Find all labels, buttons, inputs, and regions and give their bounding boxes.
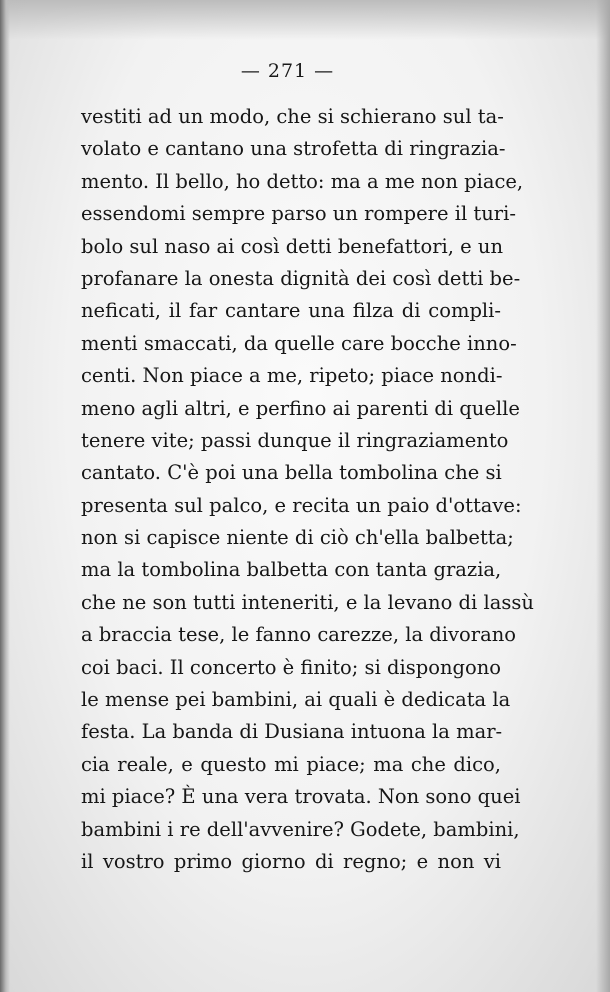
- text-line: coi baci. Il concerto è finito; si dispongono: [81, 655, 502, 679]
- text-line: volato e cantano una strofetta di ringrazia-: [81, 137, 506, 161]
- text-line: menti smaccati, da quelle care bocche inno-: [81, 331, 517, 355]
- text-line: bolo sul naso ai così detti benefattori, e un: [81, 234, 504, 258]
- text-line: presenta sul palco, e recita un paio d'ottave:: [81, 493, 522, 517]
- body-text: [81, 101, 534, 878]
- text-line: che ne son tutti inteneriti, e la levano di lassù: [81, 590, 534, 614]
- text-line: cia reale, e questo mi piace; ma che dico,: [81, 752, 501, 776]
- text-line: mi piace? È una vera trovata. Non sono quei: [81, 785, 521, 809]
- text-line: neficati, il far cantare una filza di compli-: [81, 299, 501, 323]
- text-line: a braccia tese, le fanno carezze, la divorano: [81, 623, 517, 647]
- text-line: centi. Non piace a me, ripeto; piace nondi-: [81, 364, 503, 388]
- text-line: cantato. C'è poi una bella tombolina che si: [81, 461, 502, 485]
- page-shadow-left: [0, 0, 10, 992]
- text-line: meno agli altri, e perfino ai parenti di quelle: [81, 396, 520, 420]
- text-line: il vostro primo giorno di regno; e non vi: [81, 849, 501, 873]
- page-shadow-right: [596, 0, 610, 992]
- text-line: tenere vite; passi dunque il ringraziamento: [81, 428, 509, 452]
- page-number: — 271 —: [240, 60, 335, 82]
- text-line: festa. La banda di Dusiana intuona la mar-: [81, 720, 503, 744]
- text-line: essendomi sempre parso un rompere il turi-: [81, 202, 516, 226]
- text-line: non si capisce niente di ciò ch'ella balbetta;: [81, 526, 514, 550]
- text-line: mento. Il bello, ho detto: ma a me non piace,: [81, 169, 524, 193]
- text-line: profanare la onesta dignità dei così detti be-: [81, 266, 521, 290]
- page-shadow-top: [0, 0, 610, 40]
- text-line: le mense pei bambini, ai quali è dedicata la: [81, 688, 511, 712]
- text-line: ma la tombolina balbetta con tanta grazia,: [81, 558, 502, 582]
- text-line: vestiti ad un modo, che si schierano sul ta-: [81, 105, 504, 128]
- text-line: bambini i re dell'avvenire? Godete, bambini,: [81, 817, 520, 841]
